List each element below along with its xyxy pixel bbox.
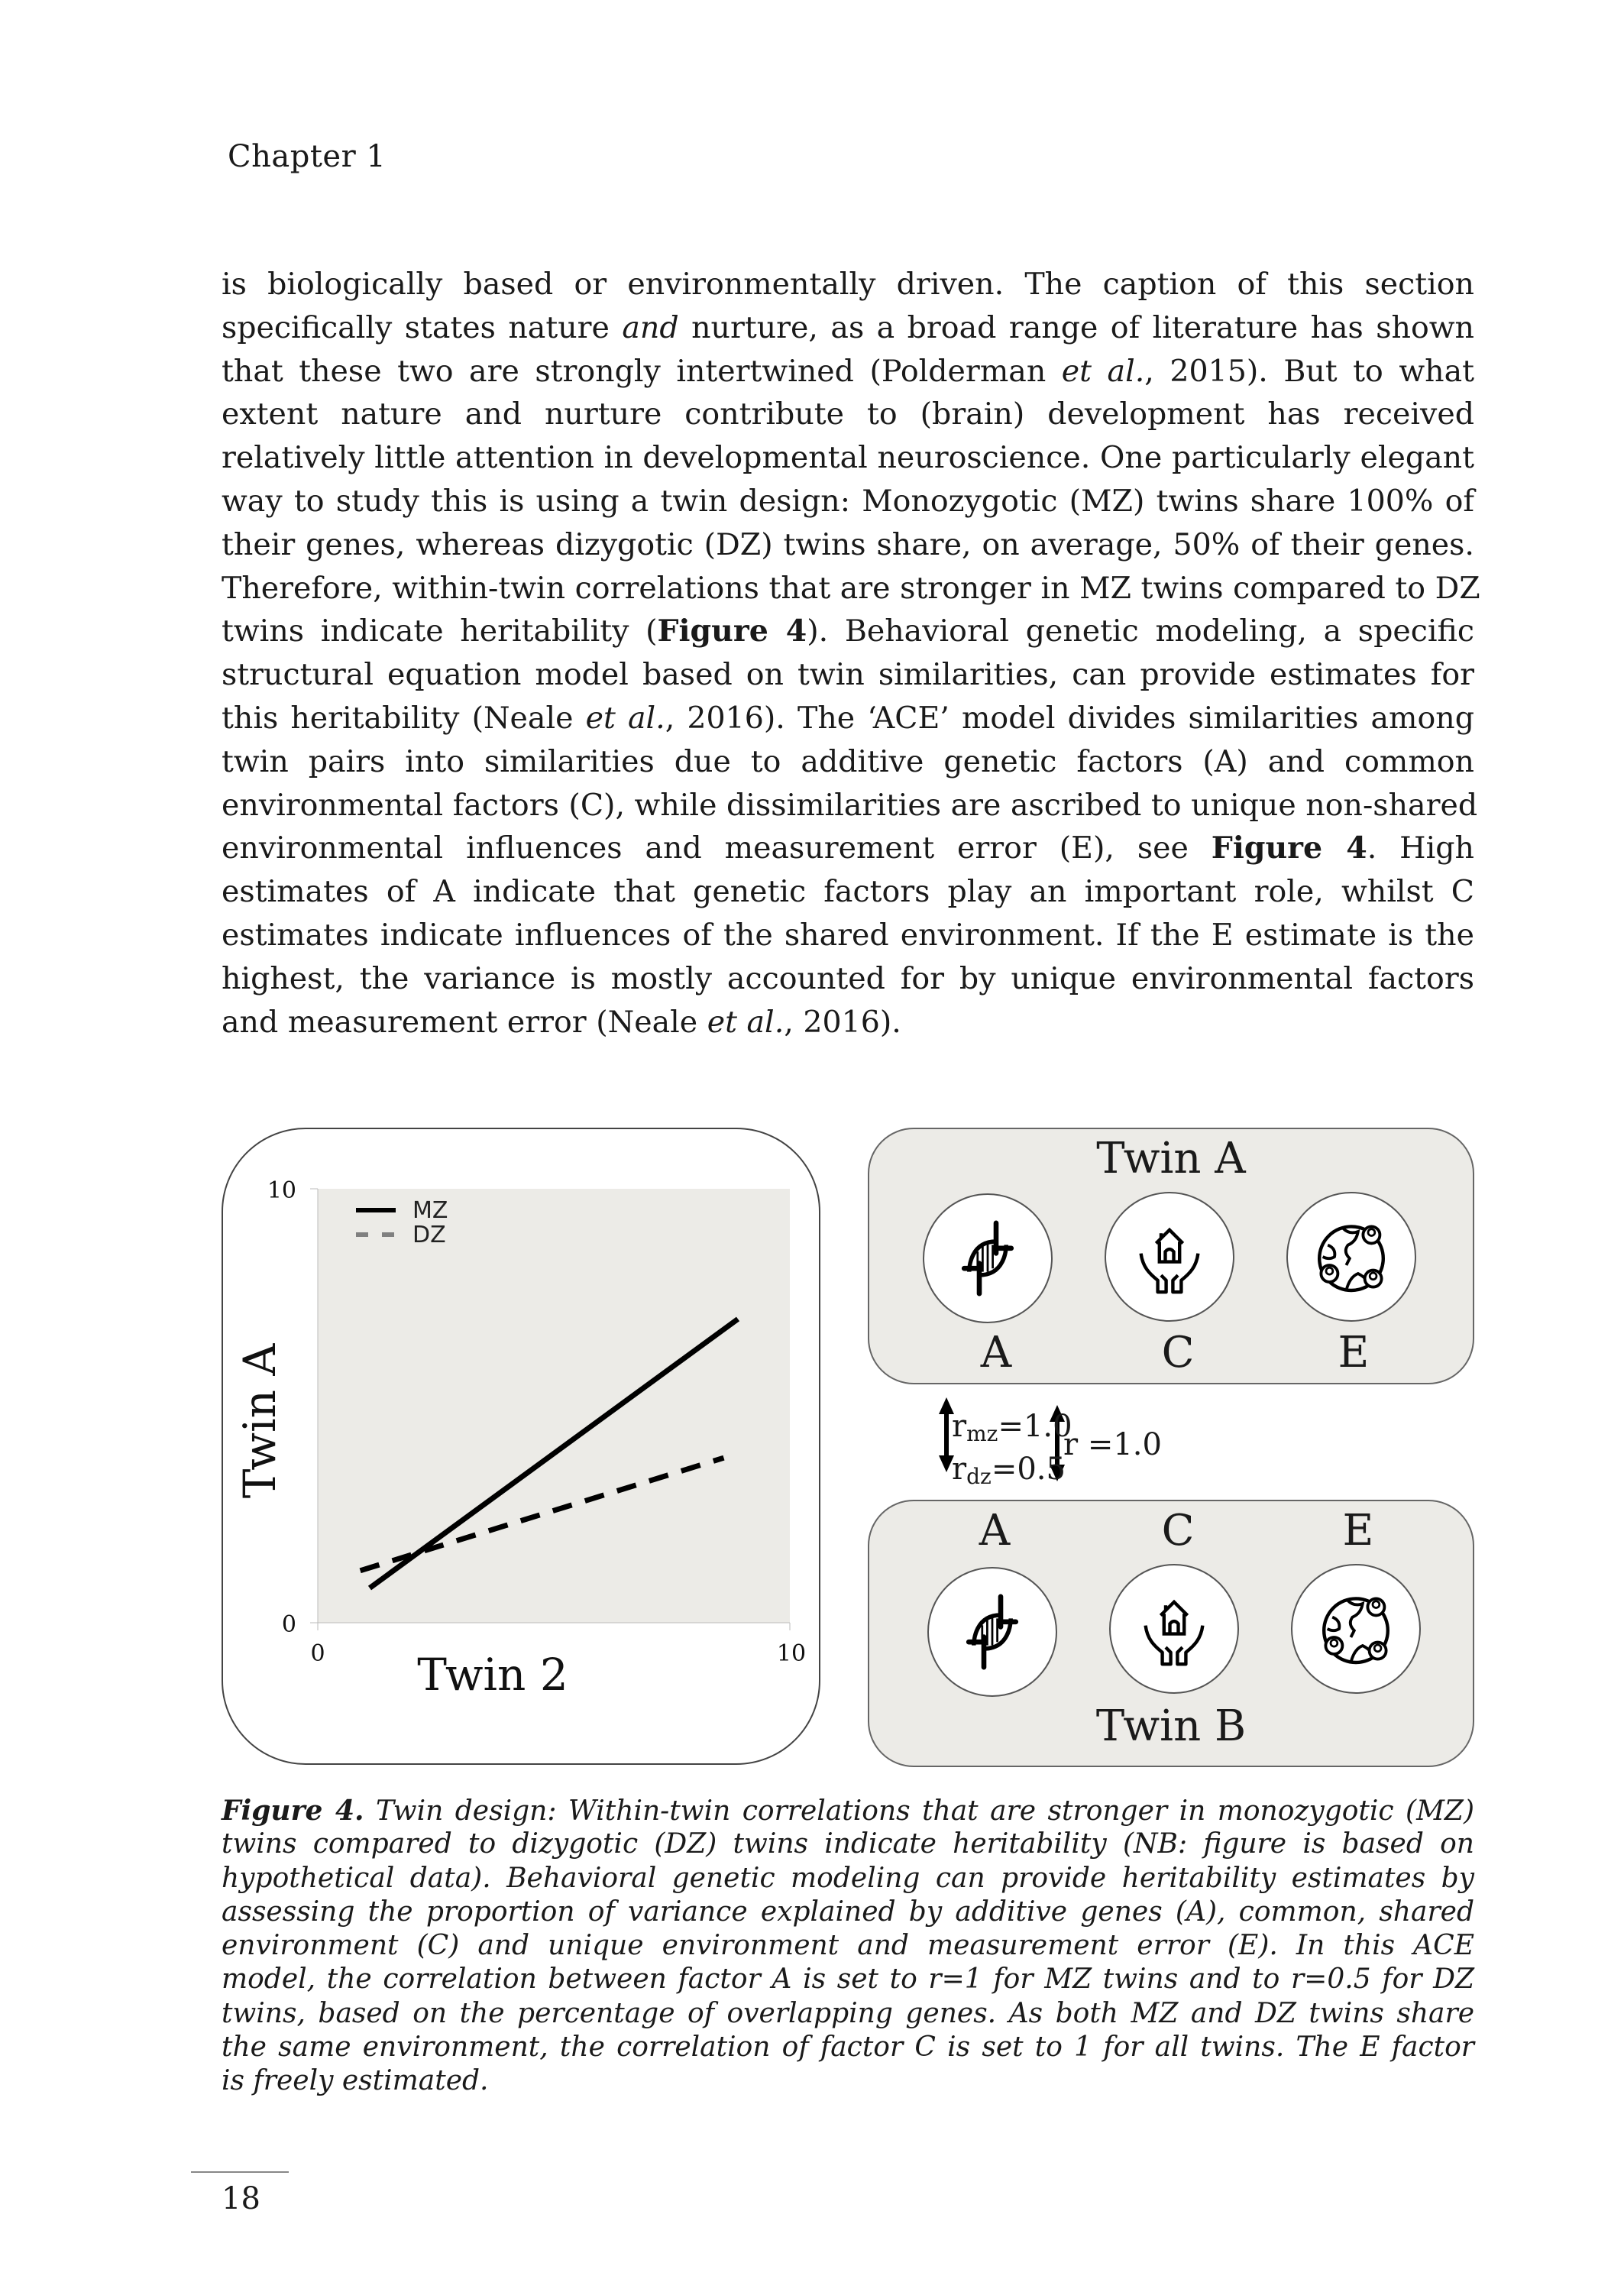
body-line (222, 567, 1480, 610)
text-run: twin pairs into similarities due to additive genetic factors (A) and common (222, 743, 1474, 779)
body-line (222, 393, 1474, 436)
body-line (222, 1001, 1474, 1044)
text-run: this heritability (Neale (222, 700, 586, 736)
dna-icon (946, 1216, 1030, 1300)
bold-reference: Figure 4 (1211, 830, 1367, 866)
body-line (222, 480, 1474, 523)
text-run: estimates of A indicate that genetic factors play an important role, whilst C (222, 874, 1474, 910)
twin-a-title: Twin A (1096, 1134, 1246, 1183)
page-number: 18 (222, 2181, 260, 2216)
factor-a-label-twin-a: A (980, 1328, 1012, 1377)
text-run: Twin design: Within-twin correlations that are stronger in monozygotic (MZ) (364, 1795, 1474, 1827)
home-in-hands-icon (1132, 1587, 1216, 1671)
text-run: extent nature and nurture contribute to (brain) development has received (222, 397, 1474, 432)
text-run: their genes, whereas dizygotic (DZ) twins share, on average, 50% of their genes. (222, 526, 1474, 562)
factor-c-circle-twin-a (1105, 1192, 1234, 1322)
caption-line (222, 1895, 1474, 1929)
factor-a-circle-twin-b (927, 1567, 1057, 1697)
text-run: hypothetical data). Behavioral genetic modeling can provide heritability estimates by (222, 1862, 1474, 1894)
y-tick-label: 10 (267, 1177, 296, 1204)
body-line (222, 870, 1474, 914)
legend-label-mz: MZ (412, 1197, 448, 1224)
caption-line (222, 1827, 1474, 1861)
text-run: . High (1367, 830, 1474, 866)
caption-line (222, 1997, 1474, 2031)
body-line (222, 740, 1474, 784)
body-line (222, 697, 1474, 740)
y-axis-label: Twin A (234, 1343, 286, 1499)
globe-people-icon (1309, 1215, 1393, 1299)
caption-line (222, 1862, 1474, 1895)
text-run: relatively little attention in developmental neuroscience. One particularly elegant (222, 440, 1474, 476)
twin-correlation-chart (222, 1128, 820, 1765)
italic-text: and (622, 309, 679, 345)
text-run: is biologically based or environmentally driven. The caption of this section (222, 267, 1474, 302)
text-run: twins, based on the percentage of overlapping genes. As both MZ and DZ twins share (222, 1997, 1474, 2029)
x-axis-label: Twin 2 (417, 1649, 568, 1701)
italic-text: et al. (585, 700, 665, 736)
factor-e-label-twin-b: E (1342, 1506, 1374, 1556)
body-line (222, 350, 1474, 393)
factor-c-circle-twin-b (1109, 1564, 1239, 1694)
text-run: nurture, as a broad range of literature has shown (678, 309, 1475, 345)
text-run: structural equation model based on twin similarities, can provide estimates for (222, 657, 1474, 693)
body-line (222, 263, 1474, 306)
bold-reference: Figure 4 (657, 613, 807, 649)
text-run: that these two are strongly intertwined (Polderman (222, 353, 1062, 389)
body-line (222, 653, 1474, 697)
running-head: Chapter 1 (228, 139, 387, 174)
body-line (222, 827, 1474, 870)
body-line (222, 523, 1474, 567)
x-tick-label: 0 (310, 1640, 325, 1667)
factor-a-circle-twin-a (923, 1193, 1053, 1323)
text-run: highest, the variance is mostly accounted for by unique environmental factors (222, 960, 1474, 996)
twin-a-panel (868, 1128, 1474, 1384)
correlation-a-label (952, 1409, 1072, 1494)
text-run: , 2016). The ‘ACE’ model divides similarities among (665, 700, 1474, 736)
text-run: Therefore, within-twin correlations that are stronger in MZ twins compared to DZ (222, 570, 1480, 606)
r-mz-label (952, 1409, 1072, 1452)
caption-line (222, 1929, 1474, 1963)
x-tick-label: 10 (776, 1640, 807, 1667)
factor-c-label-twin-b: C (1161, 1506, 1195, 1556)
caption-line (222, 2031, 1474, 2064)
factor-c-label-twin-a: C (1161, 1328, 1195, 1377)
globe-people-icon (1314, 1587, 1398, 1671)
correlation-c-label: r =1.0 (1063, 1427, 1162, 1462)
twin-b-panel (868, 1500, 1474, 1767)
r-subscript: mz (966, 1421, 998, 1446)
factor-e-label-twin-a: E (1338, 1328, 1370, 1377)
r-symbol: r (952, 1452, 967, 1487)
body-line (222, 784, 1478, 827)
factor-e-circle-twin-a (1286, 1192, 1416, 1322)
bold-reference: Figure 4. (222, 1795, 364, 1827)
figure-caption (222, 1794, 1474, 2099)
text-run: the same environment, the correlation of factor C is set to 1 for all twins. The E factor (222, 2031, 1474, 2064)
factor-a-label-twin-b: A (979, 1506, 1011, 1556)
italic-text: et al. (707, 1004, 785, 1040)
text-run: and measurement error (Neale (222, 1004, 707, 1040)
factor-e-circle-twin-b (1291, 1564, 1421, 1694)
caption-line (222, 1963, 1474, 1996)
text-run: estimates indicate influences of the shared environment. If the E estimate is the (222, 917, 1474, 953)
text-run: twins compared to dizygotic (DZ) twins indicate heritability (NB: figure is based on (222, 1828, 1474, 1860)
footer-rule (191, 2171, 289, 2173)
text-run: environment (C) and unique environment and measurement error (E). In this ACE (222, 1930, 1474, 1962)
body-line (222, 610, 1474, 653)
r-symbol: r (952, 1409, 967, 1444)
legend-label-dz: DZ (412, 1222, 446, 1248)
twin-b-title: Twin B (1095, 1701, 1247, 1751)
r-subscript: dz (966, 1464, 992, 1489)
text-run: environmental factors (C), while dissimilarities are ascribed to unique non-shared (222, 787, 1478, 823)
text-run: , 2015). But to what (1144, 353, 1474, 389)
text-run: ). Behavioral genetic modeling, a specific (807, 613, 1474, 649)
body-paragraph (222, 263, 1480, 1044)
text-run: is freely estimated. (222, 2065, 489, 2097)
body-line (222, 306, 1474, 350)
text-run: model, the correlation between factor A is set to r=1 for MZ twins and to r=0.5 for DZ (222, 1963, 1474, 1996)
dna-icon (950, 1590, 1034, 1674)
r-dz-label (952, 1452, 1072, 1494)
text-run: , 2016). (784, 1004, 901, 1040)
body-line (222, 436, 1474, 480)
body-line (222, 914, 1474, 957)
home-in-hands-icon (1127, 1215, 1212, 1299)
figure-chart-panel (222, 1128, 820, 1765)
y-tick-label: 0 (281, 1611, 296, 1638)
text-run: specifically states nature (222, 309, 623, 345)
caption-line (222, 2064, 1474, 2098)
plot-area (318, 1189, 790, 1623)
text-run: way to study this is using a twin design: Monozygotic (MZ) twins share 100% of (222, 483, 1474, 519)
caption-line (222, 1794, 1474, 1827)
italic-text: et al. (1061, 353, 1145, 389)
r-mz-value: =1.0 (998, 1409, 1072, 1444)
text-run: assessing the proportion of variance explained by additive genes (A), common, shared (222, 1895, 1474, 1928)
body-line (222, 957, 1474, 1001)
r-dz-value: =0.5 (991, 1452, 1066, 1487)
text-run: twins indicate heritability ( (222, 613, 658, 649)
text-run: environmental influences and measurement error (E), see (222, 830, 1212, 866)
